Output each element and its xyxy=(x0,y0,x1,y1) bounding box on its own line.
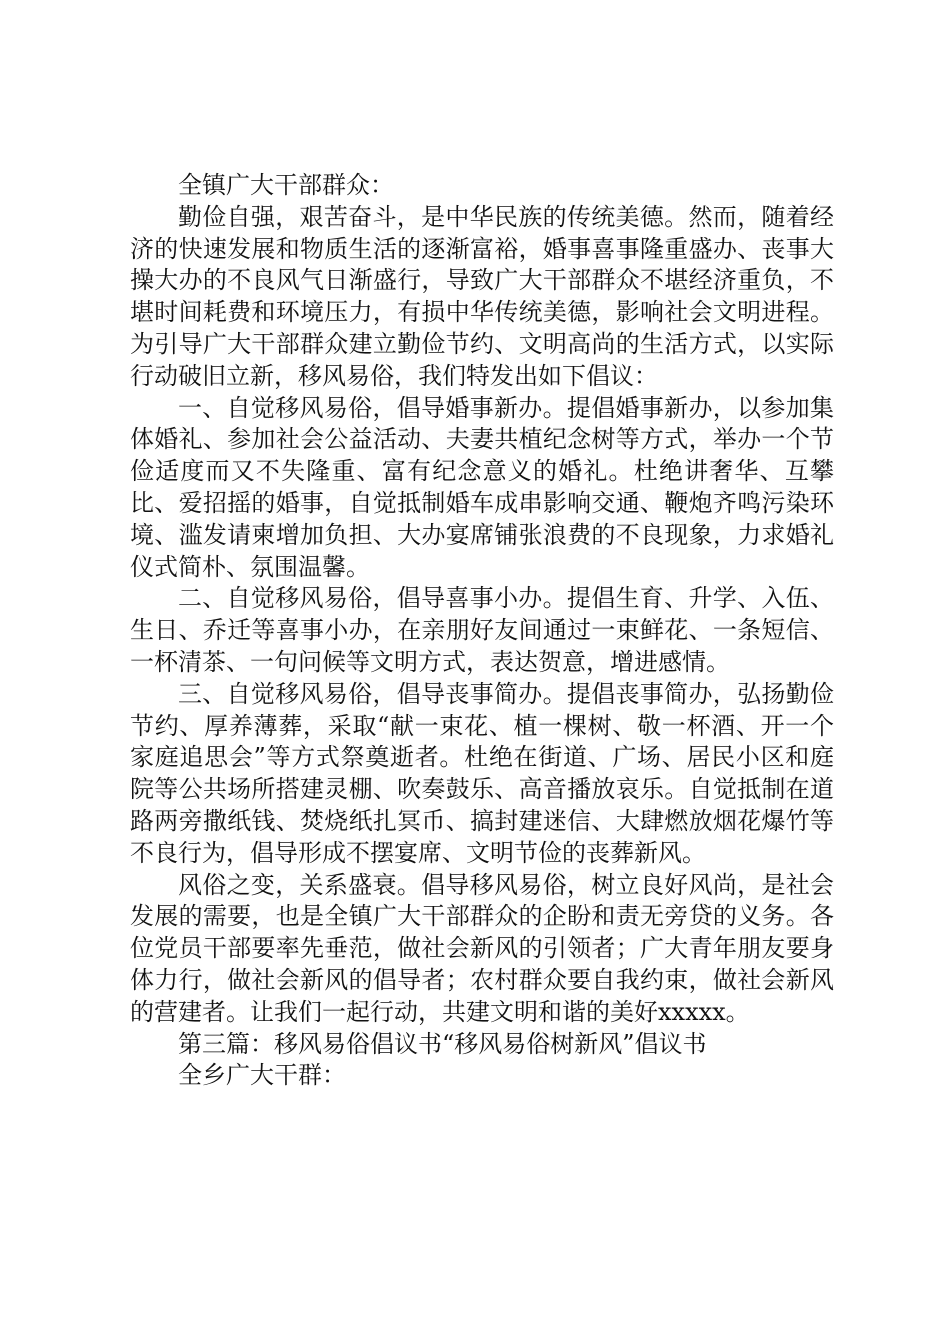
second-salutation: 全乡广大干群： xyxy=(178,1061,346,1090)
proposal-paragraph-1: 一、自觉移风易俗，倡导婚事新办。提倡婚事新办，以参加集体婚礼、参加社会公益活动、夫妻共植纪念树等方式，举办一个节俭适度而又不失隆重、富有纪念意义的婚礼。杜绝讲奢华、互攀比、爱招摇的婚事，自觉抵制婚车成串影响交通、鞭炮齐鸣污染环境、滥发请柬增加负担、大办宴席铺张浪费的不良现象，力求婚礼仪式简朴、氛围温馨。 xyxy=(130,393,834,581)
document-body xyxy=(130,170,834,1092)
closing-paragraph: 风俗之变，关系盛衰。倡导移风易俗，树立良好风尚，是社会发展的需要，也是全镇广大干部群众的企盼和责无旁贷的义务。各位党员干部要率先垂范，做社会新风的引领者；广大青年朋友要身体力行，做社会新风的倡导者；农村群众要自我约束，做社会新风的营建者。让我们一起行动，共建文明和谐的美好xxxxx。 xyxy=(130,870,834,1026)
proposal-paragraph-3: 三、自觉移风易俗，倡导丧事简办。提倡丧事简办，弘扬勤俭节约、厚养薄葬，采取“献一束花、植一棵树、敬一杯酒、开一个家庭追思会”等方式祭奠逝者。杜绝在街道、广场、居民小区和庭院等公共场所搭建灵棚、吹奏鼓乐、高音播放哀乐。自觉抵制在道路两旁撒纸钱、焚烧纸扎冥币、搞封建迷信、大肆燃放烟花爆竹等不良行为，倡导形成不摆宴席、文明节俭的丧葬新风。 xyxy=(130,679,834,867)
salutation: 全镇广大干部群众： xyxy=(178,171,394,199)
section-heading: 第三篇：移风易俗倡议书“移风易俗树新风”倡议书 xyxy=(178,1029,707,1058)
intro-paragraph: 勤俭自强，艰苦奋斗，是中华民族的传统美德。然而，随着经济的快速发展和物质生活的逐渐富裕，婚事喜事隆重盛办、丧事大操大办的不良风气日渐盛行，导致广大干部群众不堪经济重负，不堪时间耗费和环境压力，有损中华传统美德，影响社会文明进程。为引导广大干部群众建立勤俭节约、文明高尚的生活方式，以实际行动破旧立新，移风易俗，我们特发出如下倡议： xyxy=(130,202,834,390)
proposal-paragraph-2: 二、自觉移风易俗，倡导喜事小办。提倡生育、升学、入伍、生日、乔迁等喜事小办，在亲朋好友间通过一束鲜花、一条短信、一杯清茶、一句问候等文明方式，表达贺意，增进感情。 xyxy=(130,584,834,676)
